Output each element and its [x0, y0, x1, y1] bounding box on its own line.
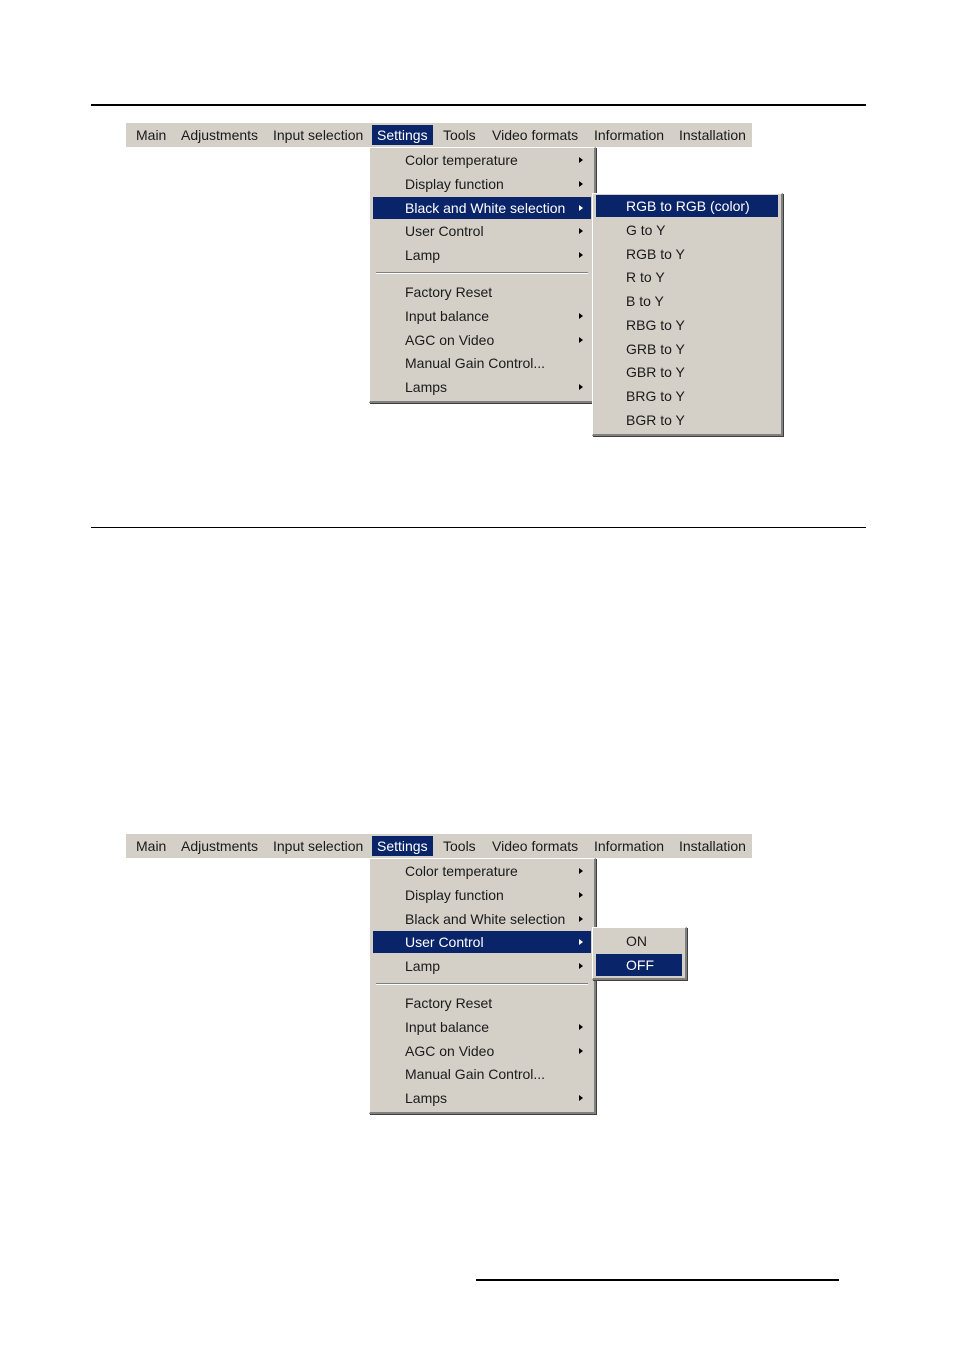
user-control-submenu — [592, 927, 687, 980]
menu-item-label: Color temperature — [405, 863, 518, 879]
submenu-arrow-icon — [579, 1095, 583, 1101]
submenu-item-r-to-y[interactable]: R to Y — [626, 269, 665, 285]
menubar-item-tools[interactable]: Tools — [443, 838, 476, 854]
menu-item-label: AGC on Video — [405, 1043, 495, 1059]
settings-menu — [369, 858, 596, 1114]
menu-item-label: Color temperature — [405, 152, 518, 168]
menu-item-lamps[interactable] — [373, 376, 591, 398]
menu-item-label: Factory Reset — [405, 995, 493, 1011]
menu-item-lamp[interactable] — [373, 955, 591, 977]
menu-item-manual-gain-control[interactable] — [373, 352, 591, 374]
submenu-arrow-icon — [579, 252, 583, 258]
menubar-item-video-formats[interactable]: Video formats — [492, 838, 579, 854]
menu-item-user-control[interactable] — [373, 931, 591, 953]
menu-item-label: Input balance — [405, 1019, 490, 1035]
submenu-item-rgb-to-rgb[interactable]: RGB to RGB (color) — [596, 195, 778, 217]
menu-item-label: Black and White selection — [405, 200, 566, 216]
menu-item-agc-on-video[interactable] — [373, 329, 591, 351]
submenu-arrow-icon — [579, 963, 583, 969]
menu-item-label: Lamp — [405, 958, 441, 974]
menu-item-color-temperature[interactable] — [373, 860, 591, 882]
menu-item-lamp[interactable] — [373, 244, 591, 266]
submenu-arrow-icon — [579, 205, 583, 211]
submenu-arrow-icon — [579, 337, 583, 343]
top-rule — [91, 104, 866, 106]
menubar-item-adjustments[interactable]: Adjustments — [181, 838, 259, 854]
submenu-item-off[interactable]: OFF — [596, 954, 682, 976]
submenu-item-brg-to-y[interactable]: BRG to Y — [626, 388, 685, 404]
menu-item-input-balance[interactable] — [373, 305, 591, 327]
menu-item-label: Display function — [405, 176, 504, 192]
submenu-item-rgb-to-y[interactable]: RGB to Y — [626, 246, 685, 262]
submenu-item-on[interactable]: ON — [626, 933, 647, 949]
submenu-item-grb-to-y[interactable]: GRB to Y — [626, 341, 685, 357]
menu-item-label: AGC on Video — [405, 332, 495, 348]
menu-item-display-function[interactable] — [373, 173, 591, 195]
submenu-arrow-icon — [579, 868, 583, 874]
settings-menu — [369, 147, 596, 403]
menubar-item-input-selection[interactable]: Input selection — [273, 838, 364, 854]
menu-item-factory-reset[interactable] — [373, 281, 591, 303]
menu-item-manual-gain-control[interactable] — [373, 1063, 591, 1085]
menubar-item-tools[interactable]: Tools — [443, 127, 476, 143]
menu-item-label: Factory Reset — [405, 284, 493, 300]
screenshot-user-control — [0, 834, 954, 1164]
footer-rule — [476, 1279, 839, 1281]
menu-item-label: Black and White selection — [405, 911, 566, 927]
submenu-arrow-icon — [579, 916, 583, 922]
submenu-arrow-icon — [579, 228, 583, 234]
menu-separator — [376, 272, 588, 274]
menu-item-lamps[interactable] — [373, 1087, 591, 1109]
menu-item-user-control[interactable] — [373, 220, 591, 242]
submenu-item-gbr-to-y[interactable]: GBR to Y — [626, 364, 685, 380]
menu-item-label: Lamp — [405, 247, 441, 263]
menu-item-black-white-selection[interactable] — [373, 908, 591, 930]
menu-item-label: Lamps — [405, 379, 448, 395]
menubar-item-installation[interactable]: Installation — [679, 127, 746, 143]
submenu-arrow-icon — [579, 157, 583, 163]
submenu-item-bgr-to-y[interactable]: BGR to Y — [626, 412, 685, 428]
section-rule — [91, 527, 866, 528]
menubar-item-input-selection[interactable]: Input selection — [273, 127, 364, 143]
submenu-arrow-icon — [579, 1048, 583, 1054]
menubar-item-adjustments[interactable]: Adjustments — [181, 127, 259, 143]
submenu-arrow-icon — [579, 313, 583, 319]
menu-item-agc-on-video[interactable] — [373, 1040, 591, 1062]
menubar-item-information[interactable]: Information — [594, 838, 665, 854]
menu-item-label: Lamps — [405, 1090, 448, 1106]
submenu-arrow-icon — [579, 181, 583, 187]
submenu-item-g-to-y[interactable]: G to Y — [626, 222, 666, 238]
menu-item-label: Manual Gain Control... — [405, 1066, 546, 1082]
menu-item-label: User Control — [405, 223, 484, 239]
submenu-arrow-icon — [579, 892, 583, 898]
menu-item-display-function[interactable] — [373, 884, 591, 906]
menu-item-label: Input balance — [405, 308, 490, 324]
menubar-item-settings[interactable]: Settings — [372, 836, 433, 856]
menu-item-label: User Control — [405, 934, 484, 950]
submenu-item-b-to-y[interactable]: B to Y — [626, 293, 664, 309]
menu-item-color-temperature[interactable] — [373, 149, 591, 171]
bw-selection-submenu — [592, 193, 783, 436]
screenshot-black-white-selection — [0, 123, 954, 453]
menubar-item-settings[interactable]: Settings — [372, 125, 433, 145]
menu-item-factory-reset[interactable] — [373, 992, 591, 1014]
menubar-item-main[interactable]: Main — [136, 127, 167, 143]
menu-item-label: Display function — [405, 887, 504, 903]
menubar-item-video-formats[interactable]: Video formats — [492, 127, 579, 143]
menu-item-label: Manual Gain Control... — [405, 355, 546, 371]
submenu-arrow-icon — [579, 1024, 583, 1030]
submenu-arrow-icon — [579, 939, 583, 945]
menubar — [126, 834, 752, 858]
menubar-item-information[interactable]: Information — [594, 127, 665, 143]
menubar — [126, 123, 752, 147]
menubar-item-installation[interactable]: Installation — [679, 838, 746, 854]
menu-separator — [376, 983, 588, 985]
menubar-item-main[interactable]: Main — [136, 838, 167, 854]
menu-item-black-white-selection[interactable] — [373, 197, 591, 219]
submenu-arrow-icon — [579, 384, 583, 390]
menu-item-input-balance[interactable] — [373, 1016, 591, 1038]
submenu-item-rbg-to-y[interactable]: RBG to Y — [626, 317, 685, 333]
